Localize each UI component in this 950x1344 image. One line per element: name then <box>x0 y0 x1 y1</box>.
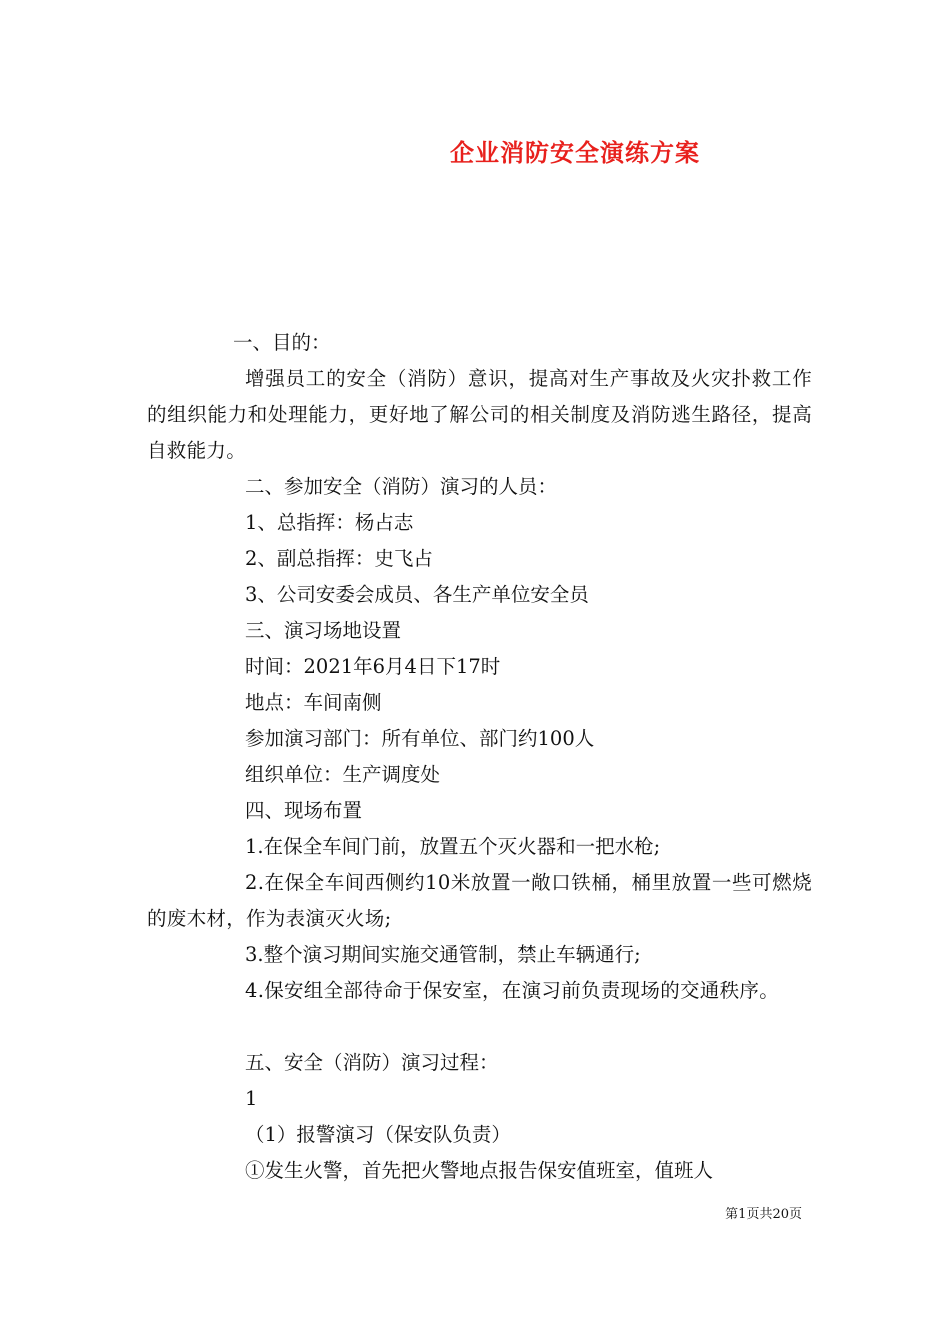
section-heading-participants: 二、参加安全（消防）演习的人员： <box>245 475 558 498</box>
layout-item-3: 3.整个演习期间实施交通管制，禁止车辆通行; <box>245 943 641 966</box>
document-title: 企业消防安全演练方案 <box>450 138 700 167</box>
section-heading-layout: 四、现场布置 <box>245 799 363 822</box>
venue-time: 时间：2021年6月4日下17时 <box>245 655 501 678</box>
page-footer: 第1页共20页 <box>725 1207 802 1222</box>
list-item-members: 3、公司安委会成员、各生产单位安全员 <box>245 583 589 606</box>
section-heading-process: 五、安全（消防）演习过程： <box>245 1051 499 1074</box>
document-body <box>147 325 812 1189</box>
process-number: 1 <box>245 1087 258 1110</box>
venue-organizer: 组织单位：生产调度处 <box>245 763 441 786</box>
process-alarm-drill: （1）报警演习（保安队负责） <box>245 1123 511 1146</box>
venue-location: 地点：车间南侧 <box>245 691 382 714</box>
section-heading-venue: 三、演习场地设置 <box>245 619 402 642</box>
list-item-commander: 1、总指挥：杨占志 <box>245 511 414 534</box>
layout-item-1: 1.在保全车间门前，放置五个灭火器和一把水枪; <box>245 835 661 858</box>
layout-item-4: 4.保安组全部待命于保安室，在演习前负责现场的交通秩序。 <box>245 979 780 1002</box>
list-item-deputy-commander: 2、副总指挥：史飞占 <box>245 547 433 570</box>
venue-departments: 参加演习部门：所有单位、部门约100人 <box>245 727 595 750</box>
layout-item-2: 2.在保全车间西侧约10米放置一敞口铁桶，桶里放置一些可燃烧的废木材，作为表演灭火场; <box>147 871 812 930</box>
process-alarm-step-1: ①发生火警，首先把火警地点报告保安值班室，值班人 <box>245 1159 714 1182</box>
paragraph-purpose: 增强员工的安全（消防）意识，提高对生产事故及火灾扑救工作的组织能力和处理能力，更好地了解公司的相关制度及消防逃生路径，提高自救能力。 <box>147 367 812 462</box>
section-heading-purpose: 一、目的： <box>233 331 331 354</box>
